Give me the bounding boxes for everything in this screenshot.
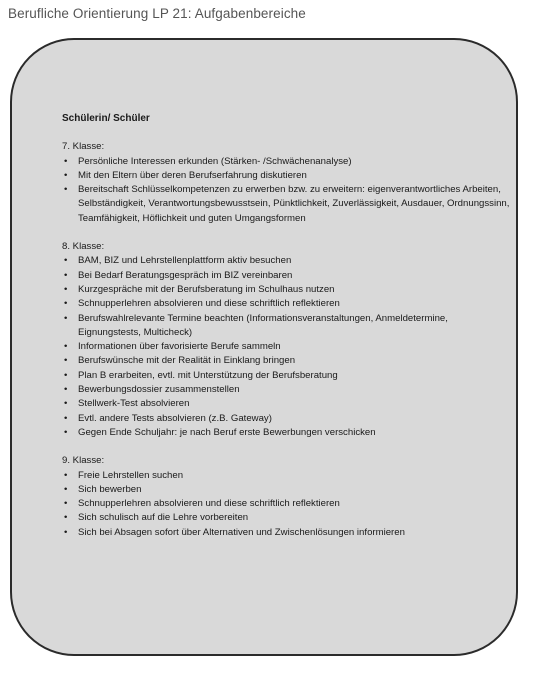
- page-title: Berufliche Orientierung LP 21: Aufgabenbereiche: [8, 6, 306, 21]
- task-list: [62, 254, 512, 440]
- task-list: [62, 155, 512, 226]
- section-8-klasse: [62, 240, 512, 440]
- section-9-klasse: [62, 454, 512, 540]
- list-item: • Schnupperlehren absolvieren und diese schriftlich reflektieren: [62, 497, 512, 511]
- list-item: • Kurzgespräche mit der Berufsberatung im Schulhaus nutzen: [62, 283, 512, 297]
- section-7-klasse: [62, 140, 512, 226]
- list-item: • Berufswünsche mit der Realität in Einklang bringen: [62, 354, 512, 368]
- list-item: • Gegen Ende Schuljahr: je nach Beruf erste Bewerbungen verschicken: [62, 426, 512, 440]
- list-item: • Bereitschaft Schlüsselkompetenzen zu erwerben bzw. zu erweitern: eigenverantwortliches Arbeiten, Selbständigkeit, Verantwortungsbewusstsein, Pünktlichkeit, Zuverlässigkeit, Ausdauer, Ordnungssinn, Teamfähigkeit, Höflichkeit und guten Umgangsformen: [62, 183, 512, 226]
- list-item: • Freie Lehrstellen suchen: [62, 469, 512, 483]
- list-item: • Sich schulisch auf die Lehre vorbereiten: [62, 511, 512, 525]
- list-item: • Sich bei Absagen sofort über Alternativen und Zwischenlösungen informieren: [62, 526, 512, 540]
- section-label: 9. Klasse:: [62, 455, 105, 467]
- list-item: • BAM, BIZ und Lehrstellenplattform aktiv besuchen: [62, 254, 512, 268]
- content-card: [10, 38, 518, 656]
- list-item: • Evtl. andere Tests absolvieren (z.B. Gateway): [62, 412, 512, 426]
- list-item: • Stellwerk-Test absolvieren: [62, 397, 512, 411]
- list-item: • Informationen über favorisierte Berufe sammeln: [62, 340, 512, 354]
- task-list: [62, 469, 512, 540]
- card-heading: Schülerin/ Schüler: [62, 113, 150, 124]
- section-label: 7. Klasse:: [62, 141, 105, 153]
- list-item: • Plan B erarbeiten, evtl. mit Unterstützung der Berufsberatung: [62, 369, 512, 383]
- list-item: • Persönliche Interessen erkunden (Stärken- /Schwächenanalyse): [62, 155, 512, 169]
- card-content: [62, 112, 512, 554]
- list-item: • Sich bewerben: [62, 483, 512, 497]
- list-item: • Bewerbungsdossier zusammenstellen: [62, 383, 512, 397]
- list-item: • Bei Bedarf Beratungsgespräch im BIZ vereinbaren: [62, 269, 512, 283]
- list-item: • Mit den Eltern über deren Berufserfahrung diskutieren: [62, 169, 512, 183]
- list-item: • Schnupperlehren absolvieren und diese schriftlich reflektieren: [62, 297, 512, 311]
- section-label: 8. Klasse:: [62, 241, 105, 253]
- list-item: • Berufswahlrelevante Termine beachten (Informationsveranstaltungen, Anmeldetermine, Eignungstests, Multicheck): [62, 312, 512, 341]
